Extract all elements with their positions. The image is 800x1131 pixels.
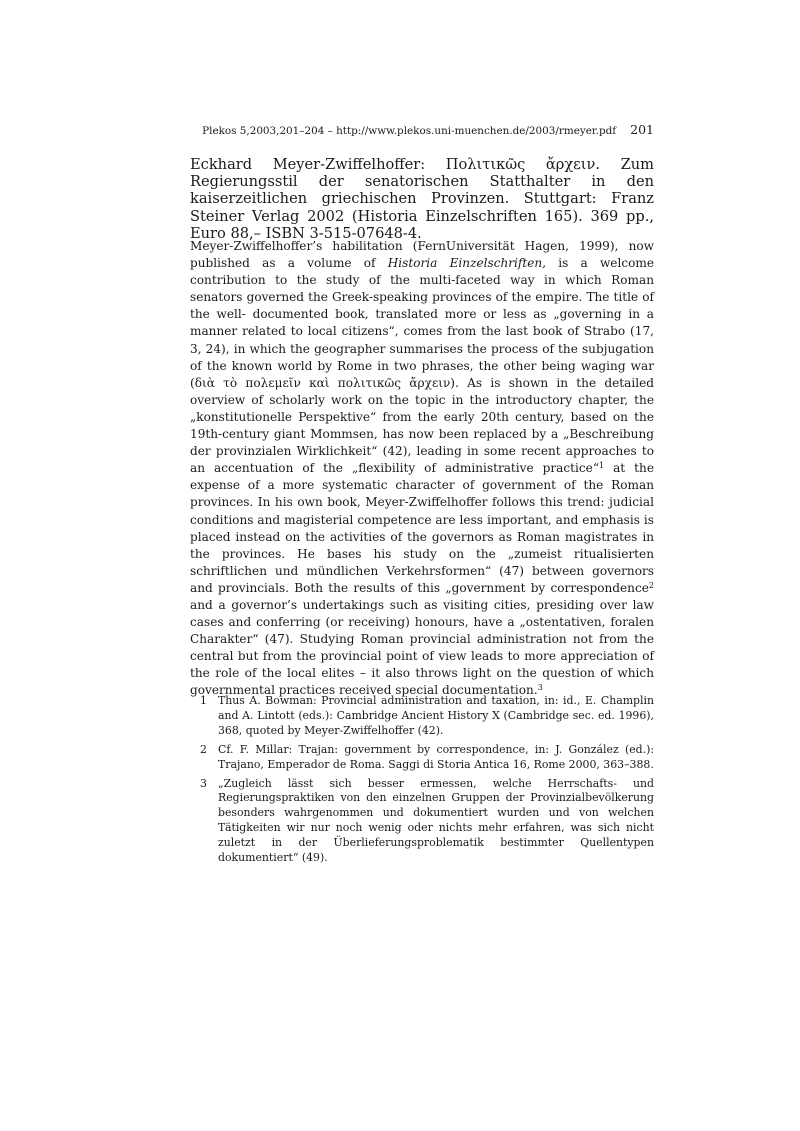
- footnote-text: Cf. F. Millar: Trajan: government by correspondence, in: J. González (ed.): Trajano, Emperador de Roma. Saggi di Storia Antica 16, Rome 2000, 363–388.: [218, 742, 654, 771]
- footnote-ref-2[interactable]: 2: [648, 580, 654, 590]
- footnotes-list: [190, 694, 654, 870]
- footnote-1: [190, 694, 654, 739]
- footnote-number: 1: [200, 694, 207, 707]
- footnote-2: [190, 743, 654, 773]
- paragraph-segment-2: is a welcome contribution to the study of the multi-faceted way in which Roman senators governed the Greek-speaking provinces of the empire. The title of the well- documented book, translated more or less as „governing in a manner related to local citizens“, comes from the last book of Strabo (17, 3, 24), in which the geographer summarises the process of the subjugation of the known world by Rome in two phrases, the other being waging war (διὰ τὸ πολεμεῖν καὶ πολιτικῶς ἄρχειν). As is shown in the detailed overview of scholarly work on the topic in the introductory chapter, the „konstitutionelle Perspektive“ from the early 20th century, based on the 19th-century giant Mommsen, has now been replaced by a „Beschreibung der provinzialen Wirklichkeit“ (42), leading in some recent approaches to an accentuation of the „flexibility of administrative practice“: [190, 256, 655, 476]
- footnote-text: „Zugleich lässt sich besser ermessen, welche Herrschafts- und Regierungspraktiken von den einzelnen Gruppen der Provinzialbevölkerung besonders wahrgenommen und dokumentiert wurden und von welchen Tätigkeiten wir nur noch wenig oder nichts mehr erfahren, was sich nicht zuletzt in der Überlieferungsproblematik bestimmter Quellentypen dokumentiert“ (49).: [218, 776, 654, 865]
- running-header: [190, 122, 654, 137]
- journal-reference: Plekos 5,2003,201–204 – http://www.plekos.uni-muenchen.de/2003/rmeyer.pdf: [202, 125, 617, 137]
- paragraph-segment-4: and a governor’s undertakings such as visiting cities, presiding over law cases and conferring (or receiving) honours, have a „ostentativen, foralen Charakter“ (47). Studying Roman provincial administration not from the central but from the provincial point of view leads to more appreciation of the role of the local elites – it also throws light on the question of which governmental practices received special documentation.: [190, 597, 654, 698]
- footnote-text: Thus A. Bowman: Provincial administration and taxation, in: id., E. Champlin and A. Lintott (eds.): Cambridge Ancient History X (Cambridge sec. ed. 1996), 368, quoted by Meyer-Zwiffelhoffer (42).: [218, 694, 654, 737]
- bibliographic-title: Eckhard Meyer-Zwiffelhoffer: Πολιτικῶς ἄρχειν. Zum Regierungsstil der senatorischen Statthalter in den kaiserzeitlichen griechischen Provinzen. Stuttgart: Franz Steiner Verlag 2002 (Historia Einzelschriften 165). 369 pp., Euro 88,– ISBN 3-515-07648-4.: [190, 156, 654, 242]
- footnote-3: [190, 777, 654, 866]
- series-title-italic: Historia Einzelschriften,: [387, 256, 547, 271]
- footnote-number: 2: [200, 742, 207, 756]
- footnote-ref-1[interactable]: 1: [599, 461, 605, 471]
- footnote-number: 3: [200, 776, 207, 790]
- page-number: 201: [630, 122, 654, 137]
- footnote-ref-3[interactable]: 3: [537, 683, 543, 693]
- review-paragraph: [190, 238, 654, 700]
- paragraph-segment-3: at the expense of a more systematic character of government of the Roman provinces. In his own book, Meyer-Zwiffelhoffer follows this trend: judicial conditions and magisterial competence are less important, and emphasis is placed instead on the activities of the governors as Roman magistrates in the provinces. He bases his study on the „zumeist ritualisierten schriftlichen und mündlichen Verkehrsformen“ (47) between governors and provincials. Both the results of this „government by correspondence: [190, 461, 654, 595]
- paragraph-segment-1: Meyer-Zwiffelhoffer’s habilitation (FernUniversität Hagen, 1999), now published as a volume of: [190, 239, 654, 271]
